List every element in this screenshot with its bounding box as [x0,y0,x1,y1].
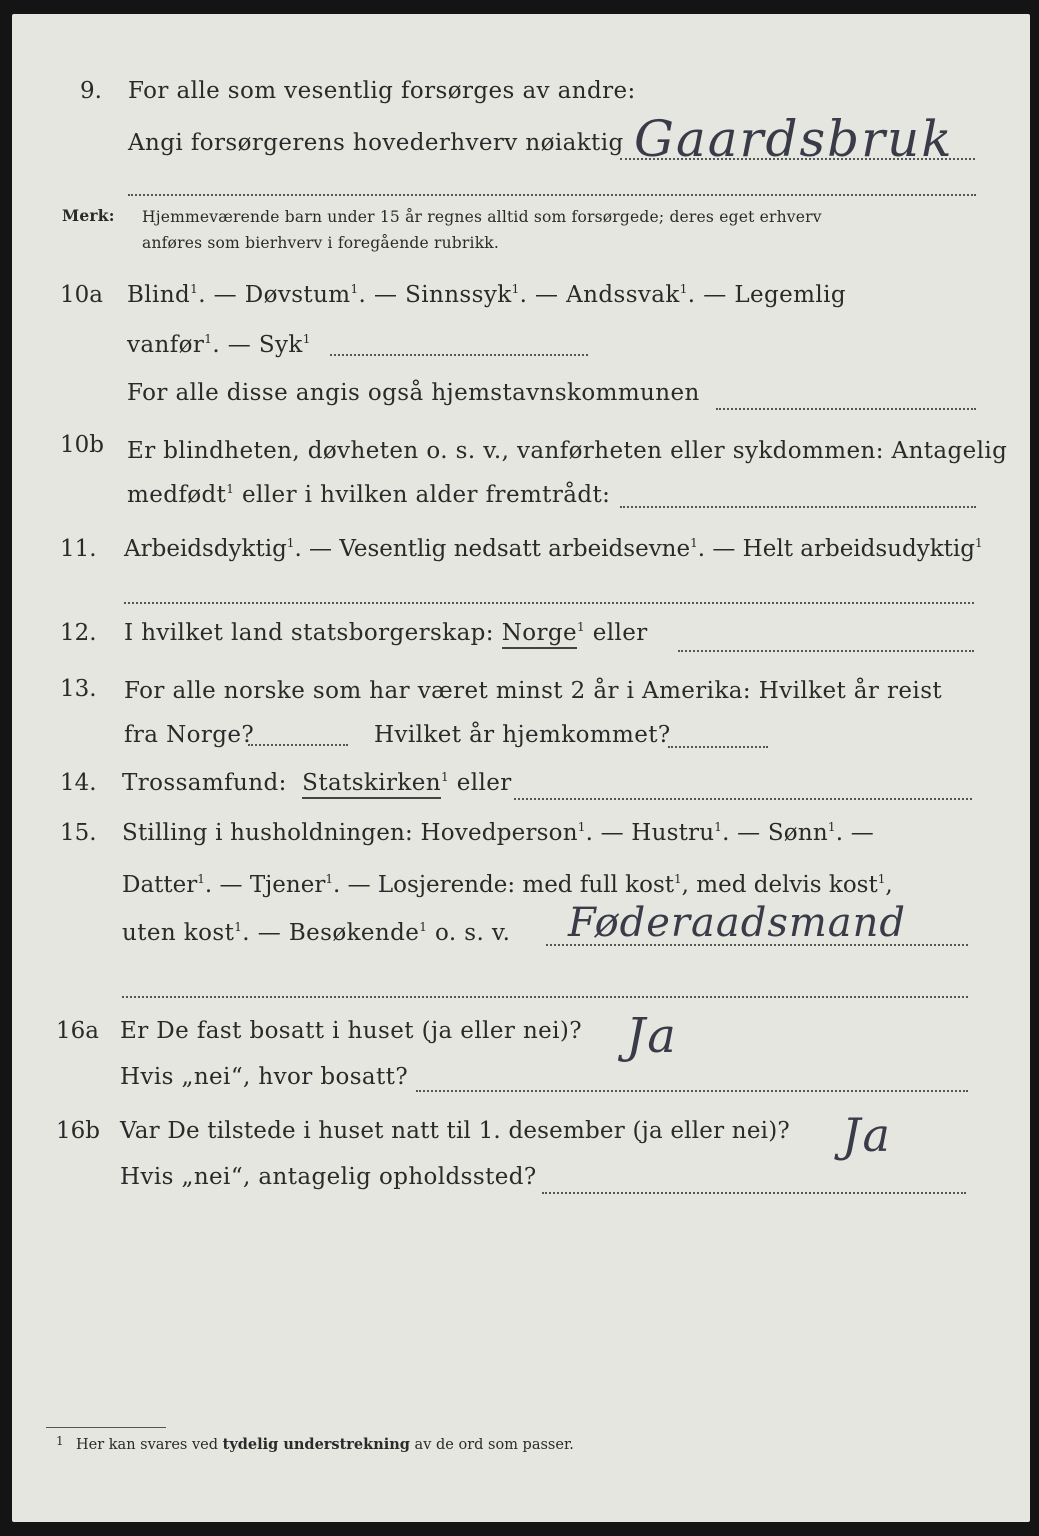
q16b-line2: Hvis „nei“, antagelig opholdssted? [120,1164,537,1190]
q10a-line3: For alle disse angis også hjemstavnskommunen [127,380,700,406]
q10a-number: 10a [60,282,103,308]
q12-answer-line [678,650,974,652]
footnote-text: Her kan svares ved tydelig understrekning av de ord som passer. [76,1436,574,1453]
merk-line1: Hjemmeværende barn under 15 år regnes alltid som forsørgede; deres eget erhverv [142,208,822,226]
q16a-line2: Hvis „nei“, hvor bosatt? [120,1064,409,1090]
q16b-handwritten-answer: Ja [842,1108,892,1162]
q10b-line1: Er blindheten, døvheten o. s. v., vanførheten eller sykdommen: Antagelig [127,438,1008,464]
q16a-number: 16a [56,1018,99,1044]
q10a-syk-line [330,354,588,356]
q14-option-underlined: Statskirken [302,770,441,799]
q15-line2: Datter$^1$. — Tjener$^1$. — Losjerende: med full kost$^1$, med delvis kost$^1$, [122,872,893,898]
q16a-line1: Er De fast bosatt i huset (ja eller nei)? [120,1018,583,1044]
q9-answer-line-2 [128,194,976,196]
q10a-line2: vanfør$^1$. — Syk$^1$ [127,332,311,358]
q10b-line2: medfødt$^1$ eller i hvilken alder fremtrådt: [127,482,611,508]
q9-line2: Angi forsørgerens hovederhverv nøiaktig [128,130,624,156]
q15-answer-line-2 [122,996,968,998]
q15-number: 15. [60,820,97,846]
q10a-line1: Blind$^1$. — Døvstum$^1$. — Sinnssyk$^1$. — Andssvak$^1$. — Legemlig [127,282,846,308]
footnote-rule [46,1427,166,1428]
merk-line2: anføres som bierhverv i foregående rubrikk. [142,234,500,252]
q15-line3: uten kost$^1$. — Besøkende$^1$ o. s. v. [122,920,511,946]
q13-hjemkommet-line [668,746,768,748]
q13-line1: For alle norske som har været minst 2 år i Amerika: Hvilket år reist [124,678,943,704]
q9-line1: For alle som vesentlig forsørges av andre: [128,78,636,104]
q16b-answer-line [542,1192,966,1194]
q14-answer-line [514,798,972,800]
q10a-hjemstavn-line [716,408,976,410]
q13-line2a: fra Norge? [124,722,255,748]
q13-line2b: Hvilket år hjemkommet? [374,722,671,748]
q14-number: 14. [60,770,97,796]
q14-line: Trossamfund: Statskirken$^1$ eller [122,770,512,796]
census-form-page [12,14,1030,1522]
form-body [12,14,1030,1522]
q10b-number: 10b [60,432,104,458]
q13-reist-line [248,744,348,746]
q11-answer-line [124,602,974,604]
q15-line1: Stilling i husholdningen: Hovedperson$^1$. — Hustru$^1$. — Sønn$^1$. — [122,820,874,846]
q11-number: 11. [60,536,97,562]
q9-handwritten-answer: Gaardsbruk [634,110,954,168]
q16a-handwritten-answer: Ja [626,1008,678,1064]
q12-number: 12. [60,620,97,646]
q9-number: 9. [80,78,102,104]
merk-label: Merk: [62,206,115,225]
q15-handwritten-answer: Føderaadsmand [568,900,907,946]
q12-line: I hvilket land statsborgerskap: Norge$^1$ eller [124,620,648,646]
q11-line1: Arbeidsdyktig$^1$. — Vesentlig nedsatt arbeidsevne$^1$. — Helt arbeidsudyktig$^1$ [124,536,983,562]
q12-option-underlined: Norge [502,620,577,649]
q13-number: 13. [60,676,97,702]
q10b-answer-line [620,506,976,508]
footnote-mark: 1 [56,1434,64,1448]
q16b-number: 16b [56,1118,100,1144]
q16b-line1: Var De tilstede i huset natt til 1. desember (ja eller nei)? [120,1118,790,1144]
q16a-answer-line [416,1090,968,1092]
